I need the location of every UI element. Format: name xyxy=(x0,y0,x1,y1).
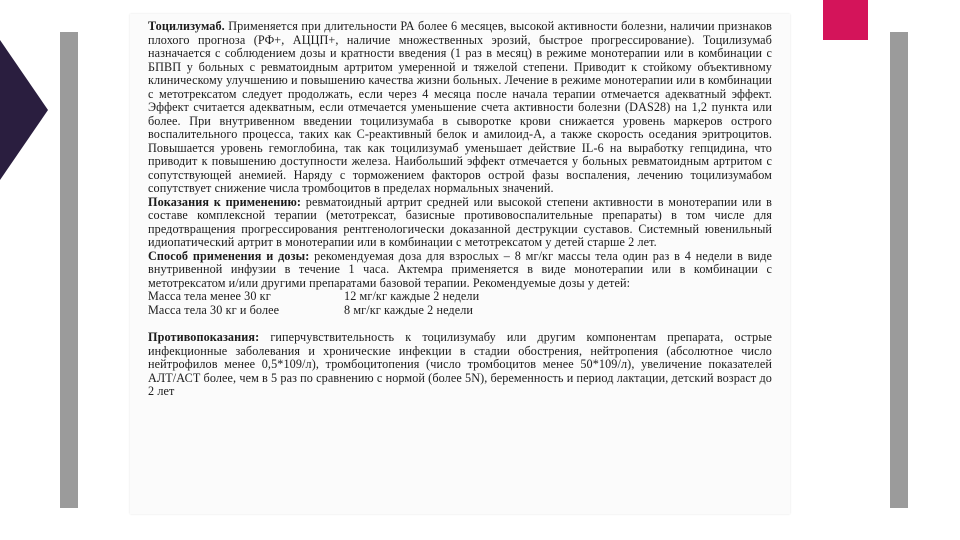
dose-weight: Масса тела 30 кг и более xyxy=(148,302,280,317)
dose-value: 12 мг/кг каждые 2 недели xyxy=(344,289,480,303)
paragraph-text: гиперчувствительность к тоцилизумабу или другим компонентам препарата, острые инфекционные заболевания и хронические инфекции в стадии обострения, нейтропения (абсолютное число нейтрофилов менее 0,5*109/л), тромбоцитопения (число тромбоцитов менее 50*109/л), увеличение показателей АЛТ/АСТ более, чем в 5 раз по сравнению с нормой (более 5N), беременность и период лактации, детский возраст до 2 лет xyxy=(148,330,772,398)
document-text xyxy=(148,20,772,399)
dose-weight: Масса тела менее 30 кг xyxy=(148,289,271,303)
dose-row xyxy=(148,290,772,304)
paragraph-contraindications xyxy=(148,331,772,399)
paragraph-indications xyxy=(148,196,772,250)
heading-indications: Показания к применению: xyxy=(148,194,302,209)
slide-decoration-triangle xyxy=(0,40,48,180)
document-image xyxy=(130,14,790,514)
dose-row xyxy=(148,304,772,318)
paragraph-text: рекомендуемая доза для взрослых – 8 мг/кг массы тела один раз в 4 недели в виде внутривенной инфузии в течение 1 часа. Актемра применяется в виде монотерапии или в комбинации с метотрексатом и/или другими препаратами базовой терапии. Рекомендуемые дозы у детей: xyxy=(148,248,773,290)
slide-decoration-bar-left xyxy=(60,32,78,508)
slide-decoration-accent xyxy=(823,0,868,40)
dose-value: 8 мг/кг каждые 2 недели xyxy=(344,302,474,317)
heading-dosage: Способ применения и дозы: xyxy=(148,248,310,263)
paragraph-tocilizumab xyxy=(148,20,772,196)
paragraph-dosage xyxy=(148,250,772,291)
slide-decoration-bar-right xyxy=(890,32,908,508)
paragraph-text: Применяется при длительности РА более 6 месяцев, высокой активности болезни, наличии признаков плохого прогноза (РФ+, АЦЦП+, наличие множественных эрозий, быстрое прогрессирование). Тоцилизумаб назначается с соблюдением дозы и кратности введения (1 раз в месяц) в режиме монотерапии или в комбинации с БПВП у больных с ревматоидным артритом умеренной и тяжелой степени. Приводит к стойкому объективному клиническому улучшению и повышению качества жизни больных. Лечение в режиме монотерапии или в комбинации с метотрексатом следует продолжать, если через 4 месяца после начала терапии отмечается адекватный эффект. Эффект считается адекватным, если отмечается уменьшение счета активности болезни (DAS28) на 1,2 пункта или более. При внутривенном введении тоцилизумаба в сыворотке крови снижается уровень маркеров острого воспалительного процесса, таких как С-реактивный белок и амилоид-А, а также скорость оседания эритроцитов. Повышается уровень гемоглобина, так как тоцилизумаб уменьшает действие IL-6 на выработку гепцидина, что приводит к повышению доступности железа. Наибольший эффект отмечается у больных ревматоидным артритом с сопутствующей анемией. Наряду с торможением факторов острой фазы воспаления, лечению тоцилизумабом сопутствует снижение числа тромбоцитов в пределах нормальных значений. xyxy=(148,19,772,195)
paragraph-text: ревматоидный артрит средней или высокой степени активности в монотерапии или в составе комплексной терапии (метотрексат, базисные противовоспалительные препараты) в том числе для предотвращения прогрессирования рентгенологически доказанной деструкции суставов. Системный ювенильный идиопатический артрит в монотерапии или в комбинации с метотрексатом у детей старше 2 лет. xyxy=(148,194,773,249)
heading-tocilizumab: Тоцилизумаб. xyxy=(148,19,225,33)
heading-contraindications: Противопоказания: xyxy=(148,330,260,344)
